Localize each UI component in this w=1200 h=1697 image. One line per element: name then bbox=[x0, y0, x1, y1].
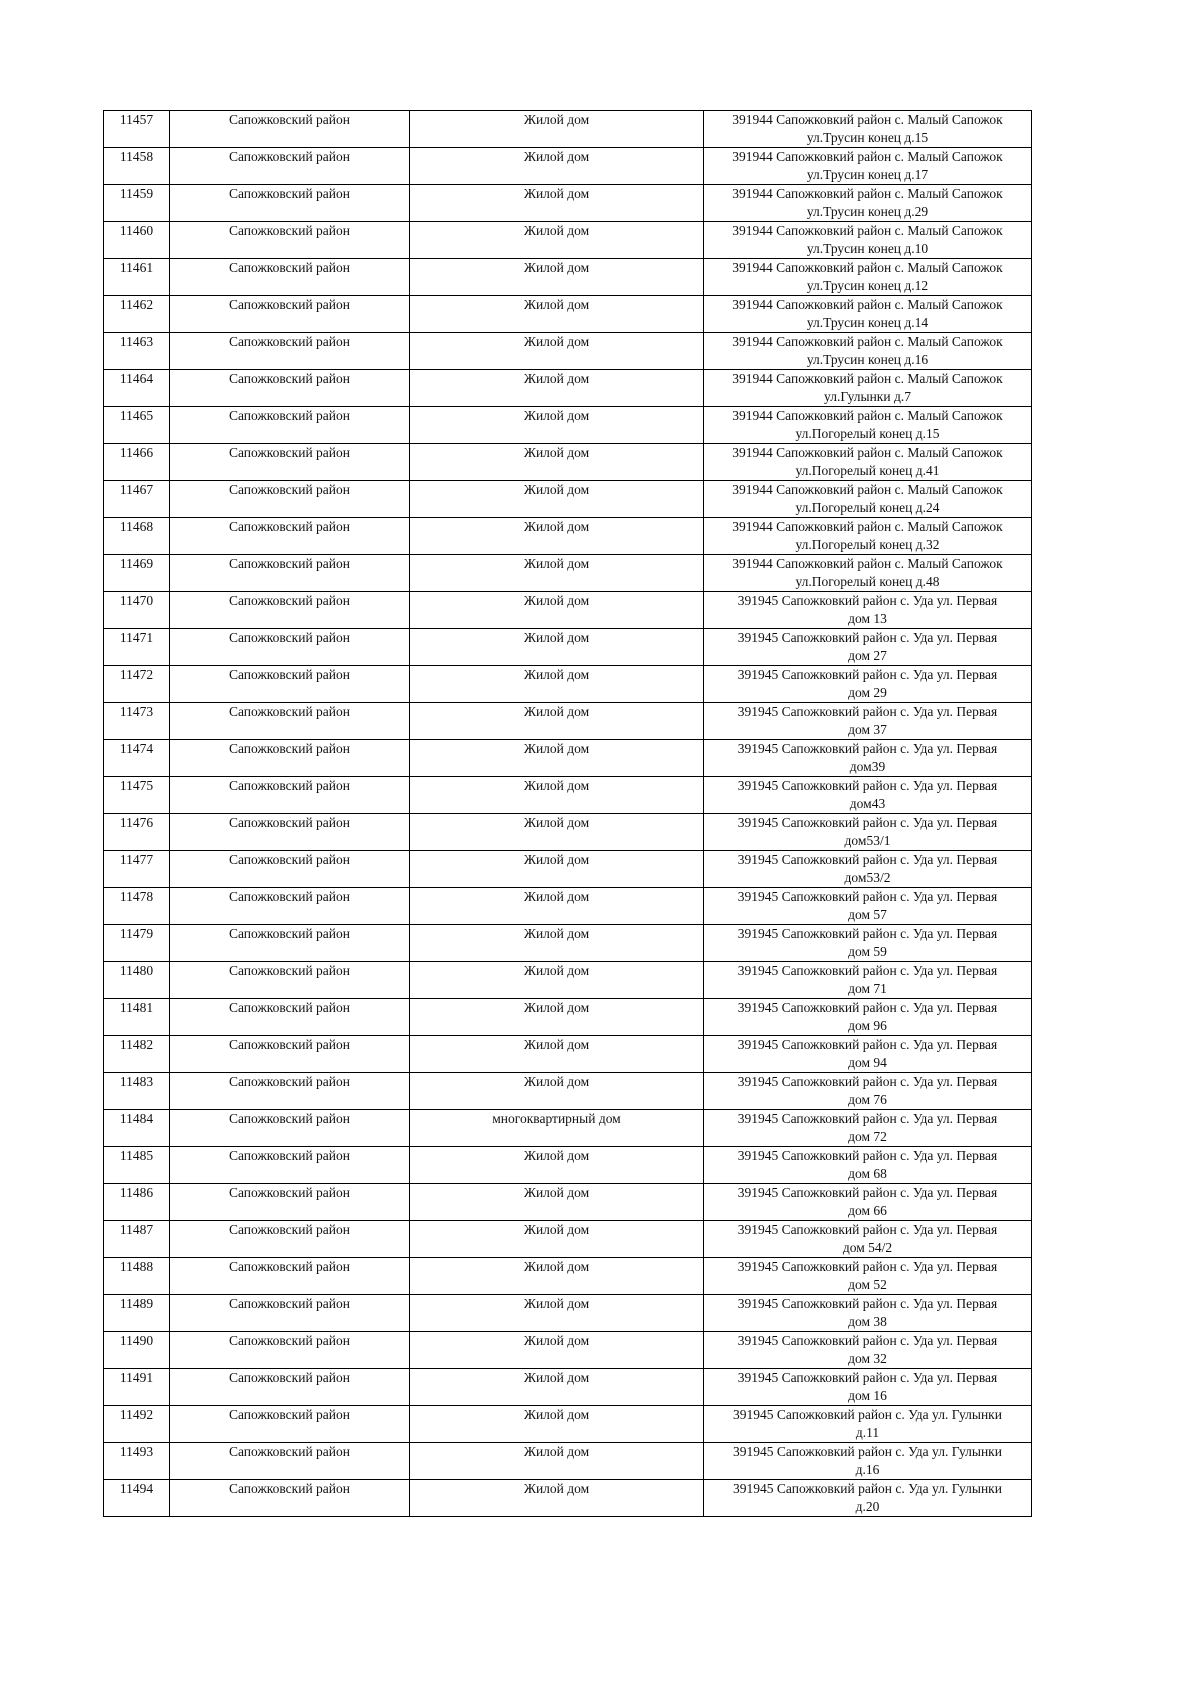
cell-building-type: Жилой дом bbox=[410, 111, 704, 148]
table-row bbox=[104, 444, 1032, 481]
cell-district: Сапожковский район bbox=[170, 1221, 410, 1258]
cell-id: 11474 bbox=[104, 740, 170, 777]
cell-address bbox=[704, 185, 1032, 222]
cell-building-type: Жилой дом bbox=[410, 296, 704, 333]
cell-id: 11461 bbox=[104, 259, 170, 296]
address-line: 391944 Сапожковкий район с. Малый Сапожок bbox=[732, 186, 1003, 201]
cell-id: 11488 bbox=[104, 1258, 170, 1295]
address-line: ул.Трусин конец д.12 bbox=[806, 277, 929, 293]
cell-address bbox=[704, 962, 1032, 999]
table-row bbox=[104, 1184, 1032, 1221]
cell-id: 11466 bbox=[104, 444, 170, 481]
address-line: ул.Погорелый конец д.32 bbox=[795, 536, 940, 552]
address-line: 391945 Сапожковкий район с. Уда ул. Первая bbox=[737, 1370, 998, 1385]
cell-district: Сапожковский район bbox=[170, 370, 410, 407]
cell-district: Сапожковский район bbox=[170, 1073, 410, 1110]
address-line: ул.Погорелый конец д.24 bbox=[795, 499, 940, 515]
cell-building-type: Жилой дом bbox=[410, 1221, 704, 1258]
cell-address bbox=[704, 703, 1032, 740]
cell-id: 11487 bbox=[104, 1221, 170, 1258]
cell-id: 11464 bbox=[104, 370, 170, 407]
cell-id: 11472 bbox=[104, 666, 170, 703]
address-line: дом 27 bbox=[848, 647, 887, 663]
cell-address bbox=[704, 148, 1032, 185]
cell-building-type: Жилой дом bbox=[410, 407, 704, 444]
table-row bbox=[104, 555, 1032, 592]
cell-district: Сапожковский район bbox=[170, 148, 410, 185]
cell-district: Сапожковский район bbox=[170, 1480, 410, 1517]
cell-address bbox=[704, 333, 1032, 370]
address-line: д.16 bbox=[855, 1461, 880, 1477]
cell-id: 11458 bbox=[104, 148, 170, 185]
address-line: 391945 Сапожковкий район с. Уда ул. Первая bbox=[737, 1333, 998, 1348]
cell-building-type: Жилой дом bbox=[410, 518, 704, 555]
cell-building-type: Жилой дом bbox=[410, 444, 704, 481]
table-row bbox=[104, 111, 1032, 148]
address-line: д.20 bbox=[855, 1498, 880, 1514]
address-line: ул.Трусин конец д.10 bbox=[806, 240, 929, 256]
cell-id: 11483 bbox=[104, 1073, 170, 1110]
address-line: 391945 Сапожковкий район с. Уда ул. Первая bbox=[737, 1259, 998, 1274]
cell-building-type: Жилой дом bbox=[410, 851, 704, 888]
address-line: 391945 Сапожковкий район с. Уда ул. Первая bbox=[737, 593, 998, 608]
address-line: дом 16 bbox=[848, 1387, 887, 1403]
address-line: ул.Трусин конец д.16 bbox=[806, 351, 929, 367]
address-line: 391945 Сапожковкий район с. Уда ул. Первая bbox=[737, 889, 998, 904]
address-line: 391944 Сапожковкий район с. Малый Сапожок bbox=[732, 371, 1003, 386]
cell-building-type: Жилой дом bbox=[410, 222, 704, 259]
cell-building-type: Жилой дом bbox=[410, 962, 704, 999]
cell-district: Сапожковский район bbox=[170, 407, 410, 444]
cell-building-type: Жилой дом bbox=[410, 592, 704, 629]
cell-id: 11462 bbox=[104, 296, 170, 333]
table-row bbox=[104, 666, 1032, 703]
table-row bbox=[104, 592, 1032, 629]
cell-building-type: Жилой дом bbox=[410, 1369, 704, 1406]
address-line: 391945 Сапожковкий район с. Уда ул. Первая bbox=[737, 1111, 998, 1126]
table-row bbox=[104, 1110, 1032, 1147]
cell-address bbox=[704, 777, 1032, 814]
address-line: ул.Трусин конец д.29 bbox=[806, 203, 929, 219]
table-row bbox=[104, 481, 1032, 518]
cell-building-type: многоквартирный дом bbox=[410, 1110, 704, 1147]
address-line: дом 32 bbox=[848, 1350, 887, 1366]
address-line: 391945 Сапожковкий район с. Уда ул. Первая bbox=[737, 1148, 998, 1163]
address-line: дом 13 bbox=[848, 610, 887, 626]
address-line: 391944 Сапожковкий район с. Малый Сапожок bbox=[732, 112, 1003, 127]
cell-building-type: Жилой дом bbox=[410, 1147, 704, 1184]
cell-id: 11470 bbox=[104, 592, 170, 629]
address-line: дом 71 bbox=[848, 980, 887, 996]
cell-district: Сапожковский район bbox=[170, 962, 410, 999]
table-row bbox=[104, 148, 1032, 185]
cell-address bbox=[704, 481, 1032, 518]
cell-id: 11469 bbox=[104, 555, 170, 592]
cell-address bbox=[704, 1147, 1032, 1184]
cell-district: Сапожковский район bbox=[170, 259, 410, 296]
cell-district: Сапожковский район bbox=[170, 925, 410, 962]
address-line: 391945 Сапожковкий район с. Уда ул. Первая bbox=[737, 667, 998, 682]
cell-building-type: Жилой дом bbox=[410, 1443, 704, 1480]
address-line: дом 76 bbox=[848, 1091, 887, 1107]
cell-address bbox=[704, 629, 1032, 666]
cell-building-type: Жилой дом bbox=[410, 148, 704, 185]
cell-id: 11473 bbox=[104, 703, 170, 740]
cell-id: 11490 bbox=[104, 1332, 170, 1369]
address-line: дом 68 bbox=[848, 1165, 887, 1181]
cell-address bbox=[704, 296, 1032, 333]
table-row bbox=[104, 629, 1032, 666]
cell-building-type: Жилой дом bbox=[410, 259, 704, 296]
cell-building-type: Жилой дом bbox=[410, 1184, 704, 1221]
cell-district: Сапожковский район bbox=[170, 1295, 410, 1332]
cell-address bbox=[704, 1110, 1032, 1147]
address-line: ул.Гулынки д.7 bbox=[824, 388, 911, 404]
cell-district: Сапожковский район bbox=[170, 1369, 410, 1406]
cell-id: 11465 bbox=[104, 407, 170, 444]
cell-address bbox=[704, 1332, 1032, 1369]
table-row bbox=[104, 777, 1032, 814]
table-row bbox=[104, 370, 1032, 407]
address-line: ул.Трусин конец д.14 bbox=[806, 314, 929, 330]
cell-address bbox=[704, 1369, 1032, 1406]
table-row bbox=[104, 1258, 1032, 1295]
cell-building-type: Жилой дом bbox=[410, 1332, 704, 1369]
cell-district: Сапожковский район bbox=[170, 333, 410, 370]
table-row bbox=[104, 1147, 1032, 1184]
table-body bbox=[104, 111, 1032, 1517]
table-row bbox=[104, 1369, 1032, 1406]
table-row bbox=[104, 1443, 1032, 1480]
cell-district: Сапожковский район bbox=[170, 185, 410, 222]
table-row bbox=[104, 740, 1032, 777]
cell-id: 11468 bbox=[104, 518, 170, 555]
cell-id: 11493 bbox=[104, 1443, 170, 1480]
table-row bbox=[104, 999, 1032, 1036]
cell-id: 11489 bbox=[104, 1295, 170, 1332]
address-line: 391945 Сапожковкий район с. Уда ул. Первая bbox=[737, 741, 998, 756]
cell-address bbox=[704, 666, 1032, 703]
cell-district: Сапожковский район bbox=[170, 888, 410, 925]
cell-district: Сапожковский район bbox=[170, 1406, 410, 1443]
cell-id: 11480 bbox=[104, 962, 170, 999]
address-line: 391944 Сапожковкий район с. Малый Сапожок bbox=[732, 149, 1003, 164]
cell-building-type: Жилой дом bbox=[410, 703, 704, 740]
table-row bbox=[104, 518, 1032, 555]
address-line: 391944 Сапожковкий район с. Малый Сапожок bbox=[732, 223, 1003, 238]
cell-address bbox=[704, 1295, 1032, 1332]
cell-district: Сапожковский район bbox=[170, 814, 410, 851]
address-line: ул.Трусин конец д.17 bbox=[806, 166, 929, 182]
address-line: 391945 Сапожковкий район с. Уда ул. Гулынки bbox=[733, 1481, 1002, 1496]
table-row bbox=[104, 1332, 1032, 1369]
cell-address bbox=[704, 740, 1032, 777]
cell-district: Сапожковский район bbox=[170, 1184, 410, 1221]
address-line: дом 29 bbox=[848, 684, 887, 700]
address-line: 391945 Сапожковкий район с. Уда ул. Первая bbox=[737, 630, 998, 645]
cell-building-type: Жилой дом bbox=[410, 1258, 704, 1295]
cell-building-type: Жилой дом bbox=[410, 666, 704, 703]
cell-address bbox=[704, 444, 1032, 481]
cell-id: 11459 bbox=[104, 185, 170, 222]
table-row bbox=[104, 1036, 1032, 1073]
address-line: 391945 Сапожковкий район с. Уда ул. Первая bbox=[737, 778, 998, 793]
address-line: 391945 Сапожковкий район с. Уда ул. Гулынки bbox=[733, 1407, 1002, 1422]
address-line: 391945 Сапожковкий район с. Уда ул. Первая bbox=[737, 852, 998, 867]
cell-address bbox=[704, 814, 1032, 851]
cell-district: Сапожковский район bbox=[170, 222, 410, 259]
cell-id: 11471 bbox=[104, 629, 170, 666]
address-line: 391945 Сапожковкий район с. Уда ул. Первая bbox=[737, 1185, 998, 1200]
cell-address bbox=[704, 851, 1032, 888]
address-line: дом 94 bbox=[848, 1054, 887, 1070]
address-line: дом 38 bbox=[848, 1313, 887, 1329]
cell-id: 11477 bbox=[104, 851, 170, 888]
cell-address bbox=[704, 1443, 1032, 1480]
cell-district: Сапожковский район bbox=[170, 777, 410, 814]
cell-address bbox=[704, 370, 1032, 407]
cell-id: 11491 bbox=[104, 1369, 170, 1406]
table-row bbox=[104, 703, 1032, 740]
cell-district: Сапожковский район bbox=[170, 740, 410, 777]
address-line: дом 96 bbox=[848, 1017, 887, 1033]
address-line: дом 54/2 bbox=[842, 1239, 893, 1255]
address-line: дом 52 bbox=[848, 1276, 887, 1292]
table-row bbox=[104, 851, 1032, 888]
cell-id: 11475 bbox=[104, 777, 170, 814]
cell-id: 11460 bbox=[104, 222, 170, 259]
cell-district: Сапожковский район bbox=[170, 592, 410, 629]
cell-id: 11463 bbox=[104, 333, 170, 370]
address-line: 391945 Сапожковкий район с. Уда ул. Первая bbox=[737, 815, 998, 830]
cell-building-type: Жилой дом bbox=[410, 1295, 704, 1332]
address-line: 391944 Сапожковкий район с. Малый Сапожок bbox=[732, 482, 1003, 497]
address-line: ул.Погорелый конец д.48 bbox=[795, 573, 940, 589]
cell-address bbox=[704, 222, 1032, 259]
cell-id: 11476 bbox=[104, 814, 170, 851]
address-line: 391944 Сапожковкий район с. Малый Сапожок bbox=[732, 445, 1003, 460]
cell-district: Сапожковский район bbox=[170, 1110, 410, 1147]
cell-address bbox=[704, 555, 1032, 592]
table-row bbox=[104, 185, 1032, 222]
table-row bbox=[104, 1221, 1032, 1258]
table-row bbox=[104, 925, 1032, 962]
cell-district: Сапожковский район bbox=[170, 296, 410, 333]
cell-address bbox=[704, 259, 1032, 296]
address-line: 391944 Сапожковкий район с. Малый Сапожок bbox=[732, 297, 1003, 312]
cell-district: Сапожковский район bbox=[170, 851, 410, 888]
table-row bbox=[104, 296, 1032, 333]
cell-district: Сапожковский район bbox=[170, 1147, 410, 1184]
address-line: 391944 Сапожковкий район с. Малый Сапожок bbox=[732, 556, 1003, 571]
address-line: ул.Трусин конец д.15 bbox=[806, 129, 929, 145]
cell-district: Сапожковский район bbox=[170, 111, 410, 148]
table-row bbox=[104, 1295, 1032, 1332]
address-line: 391945 Сапожковкий район с. Уда ул. Первая bbox=[737, 926, 998, 941]
cell-id: 11478 bbox=[104, 888, 170, 925]
address-line: дом 57 bbox=[848, 906, 887, 922]
cell-address bbox=[704, 518, 1032, 555]
cell-address bbox=[704, 1184, 1032, 1221]
table-row bbox=[104, 1480, 1032, 1517]
cell-district: Сапожковский район bbox=[170, 1332, 410, 1369]
address-line: дом53/1 bbox=[844, 832, 891, 848]
table-row bbox=[104, 407, 1032, 444]
cell-id: 11492 bbox=[104, 1406, 170, 1443]
table-row bbox=[104, 814, 1032, 851]
cell-address bbox=[704, 1036, 1032, 1073]
cell-address bbox=[704, 888, 1032, 925]
cell-building-type: Жилой дом bbox=[410, 1073, 704, 1110]
address-line: 391944 Сапожковкий район с. Малый Сапожок bbox=[732, 334, 1003, 349]
cell-district: Сапожковский район bbox=[170, 999, 410, 1036]
address-line: ул.Погорелый конец д.15 bbox=[795, 425, 940, 441]
cell-id: 11486 bbox=[104, 1184, 170, 1221]
address-line: 391944 Сапожковкий район с. Малый Сапожок bbox=[732, 260, 1003, 275]
cell-building-type: Жилой дом bbox=[410, 1036, 704, 1073]
cell-id: 11485 bbox=[104, 1147, 170, 1184]
cell-building-type: Жилой дом bbox=[410, 481, 704, 518]
cell-building-type: Жилой дом bbox=[410, 629, 704, 666]
cell-address bbox=[704, 1480, 1032, 1517]
cell-address bbox=[704, 1258, 1032, 1295]
cell-address bbox=[704, 925, 1032, 962]
cell-address bbox=[704, 111, 1032, 148]
address-line: ул.Погорелый конец д.41 bbox=[795, 462, 940, 478]
address-line: 391945 Сапожковкий район с. Уда ул. Первая bbox=[737, 1037, 998, 1052]
cell-district: Сапожковский район bbox=[170, 1443, 410, 1480]
address-line: дом43 bbox=[849, 795, 886, 811]
cell-building-type: Жилой дом bbox=[410, 814, 704, 851]
cell-id: 11484 bbox=[104, 1110, 170, 1147]
address-line: 391945 Сапожковкий район с. Уда ул. Первая bbox=[737, 1074, 998, 1089]
cell-id: 11457 bbox=[104, 111, 170, 148]
cell-building-type: Жилой дом bbox=[410, 888, 704, 925]
table-row bbox=[104, 1073, 1032, 1110]
cell-district: Сапожковский район bbox=[170, 1036, 410, 1073]
cell-address bbox=[704, 407, 1032, 444]
table-row bbox=[104, 333, 1032, 370]
cell-district: Сапожковский район bbox=[170, 666, 410, 703]
cell-building-type: Жилой дом bbox=[410, 925, 704, 962]
cell-id: 11467 bbox=[104, 481, 170, 518]
cell-building-type: Жилой дом bbox=[410, 1406, 704, 1443]
cell-district: Сапожковский район bbox=[170, 481, 410, 518]
cell-building-type: Жилой дом bbox=[410, 370, 704, 407]
cell-district: Сапожковский район bbox=[170, 444, 410, 481]
cell-building-type: Жилой дом bbox=[410, 1480, 704, 1517]
cell-building-type: Жилой дом bbox=[410, 555, 704, 592]
cell-id: 11479 bbox=[104, 925, 170, 962]
address-line: дом53/2 bbox=[844, 869, 891, 885]
address-line: 391945 Сапожковкий район с. Уда ул. Первая bbox=[737, 704, 998, 719]
cell-address bbox=[704, 592, 1032, 629]
cell-building-type: Жилой дом bbox=[410, 999, 704, 1036]
cell-building-type: Жилой дом bbox=[410, 777, 704, 814]
cell-district: Сапожковский район bbox=[170, 703, 410, 740]
cell-building-type: Жилой дом bbox=[410, 333, 704, 370]
address-line: дом 37 bbox=[848, 721, 887, 737]
address-line: 391945 Сапожковкий район с. Уда ул. Первая bbox=[737, 963, 998, 978]
cell-district: Сапожковский район bbox=[170, 555, 410, 592]
cell-district: Сапожковский район bbox=[170, 629, 410, 666]
address-line: д.11 bbox=[855, 1424, 880, 1440]
address-line: 391945 Сапожковкий район с. Уда ул. Первая bbox=[737, 1222, 998, 1237]
address-line: дом 59 bbox=[848, 943, 887, 959]
table-row bbox=[104, 962, 1032, 999]
cell-address bbox=[704, 999, 1032, 1036]
cell-id: 11481 bbox=[104, 999, 170, 1036]
table-row bbox=[104, 888, 1032, 925]
address-line: дом39 bbox=[849, 758, 886, 774]
cell-id: 11482 bbox=[104, 1036, 170, 1073]
cell-building-type: Жилой дом bbox=[410, 185, 704, 222]
cell-district: Сапожковский район bbox=[170, 1258, 410, 1295]
cell-address bbox=[704, 1406, 1032, 1443]
address-line: дом 66 bbox=[848, 1202, 887, 1218]
address-line: 391944 Сапожковкий район с. Малый Сапожок bbox=[732, 408, 1003, 423]
address-table bbox=[103, 110, 1032, 1517]
address-line: 391945 Сапожковкий район с. Уда ул. Первая bbox=[737, 1296, 998, 1311]
address-line: дом 72 bbox=[848, 1128, 887, 1144]
cell-district: Сапожковский район bbox=[170, 518, 410, 555]
cell-building-type: Жилой дом bbox=[410, 740, 704, 777]
cell-id: 11494 bbox=[104, 1480, 170, 1517]
address-line: 391945 Сапожковкий район с. Уда ул. Гулынки bbox=[733, 1444, 1002, 1459]
address-line: 391945 Сапожковкий район с. Уда ул. Первая bbox=[737, 1000, 998, 1015]
table-row bbox=[104, 222, 1032, 259]
table-row bbox=[104, 259, 1032, 296]
address-line: 391944 Сапожковкий район с. Малый Сапожок bbox=[732, 519, 1003, 534]
table-row bbox=[104, 1406, 1032, 1443]
cell-address bbox=[704, 1221, 1032, 1258]
cell-address bbox=[704, 1073, 1032, 1110]
